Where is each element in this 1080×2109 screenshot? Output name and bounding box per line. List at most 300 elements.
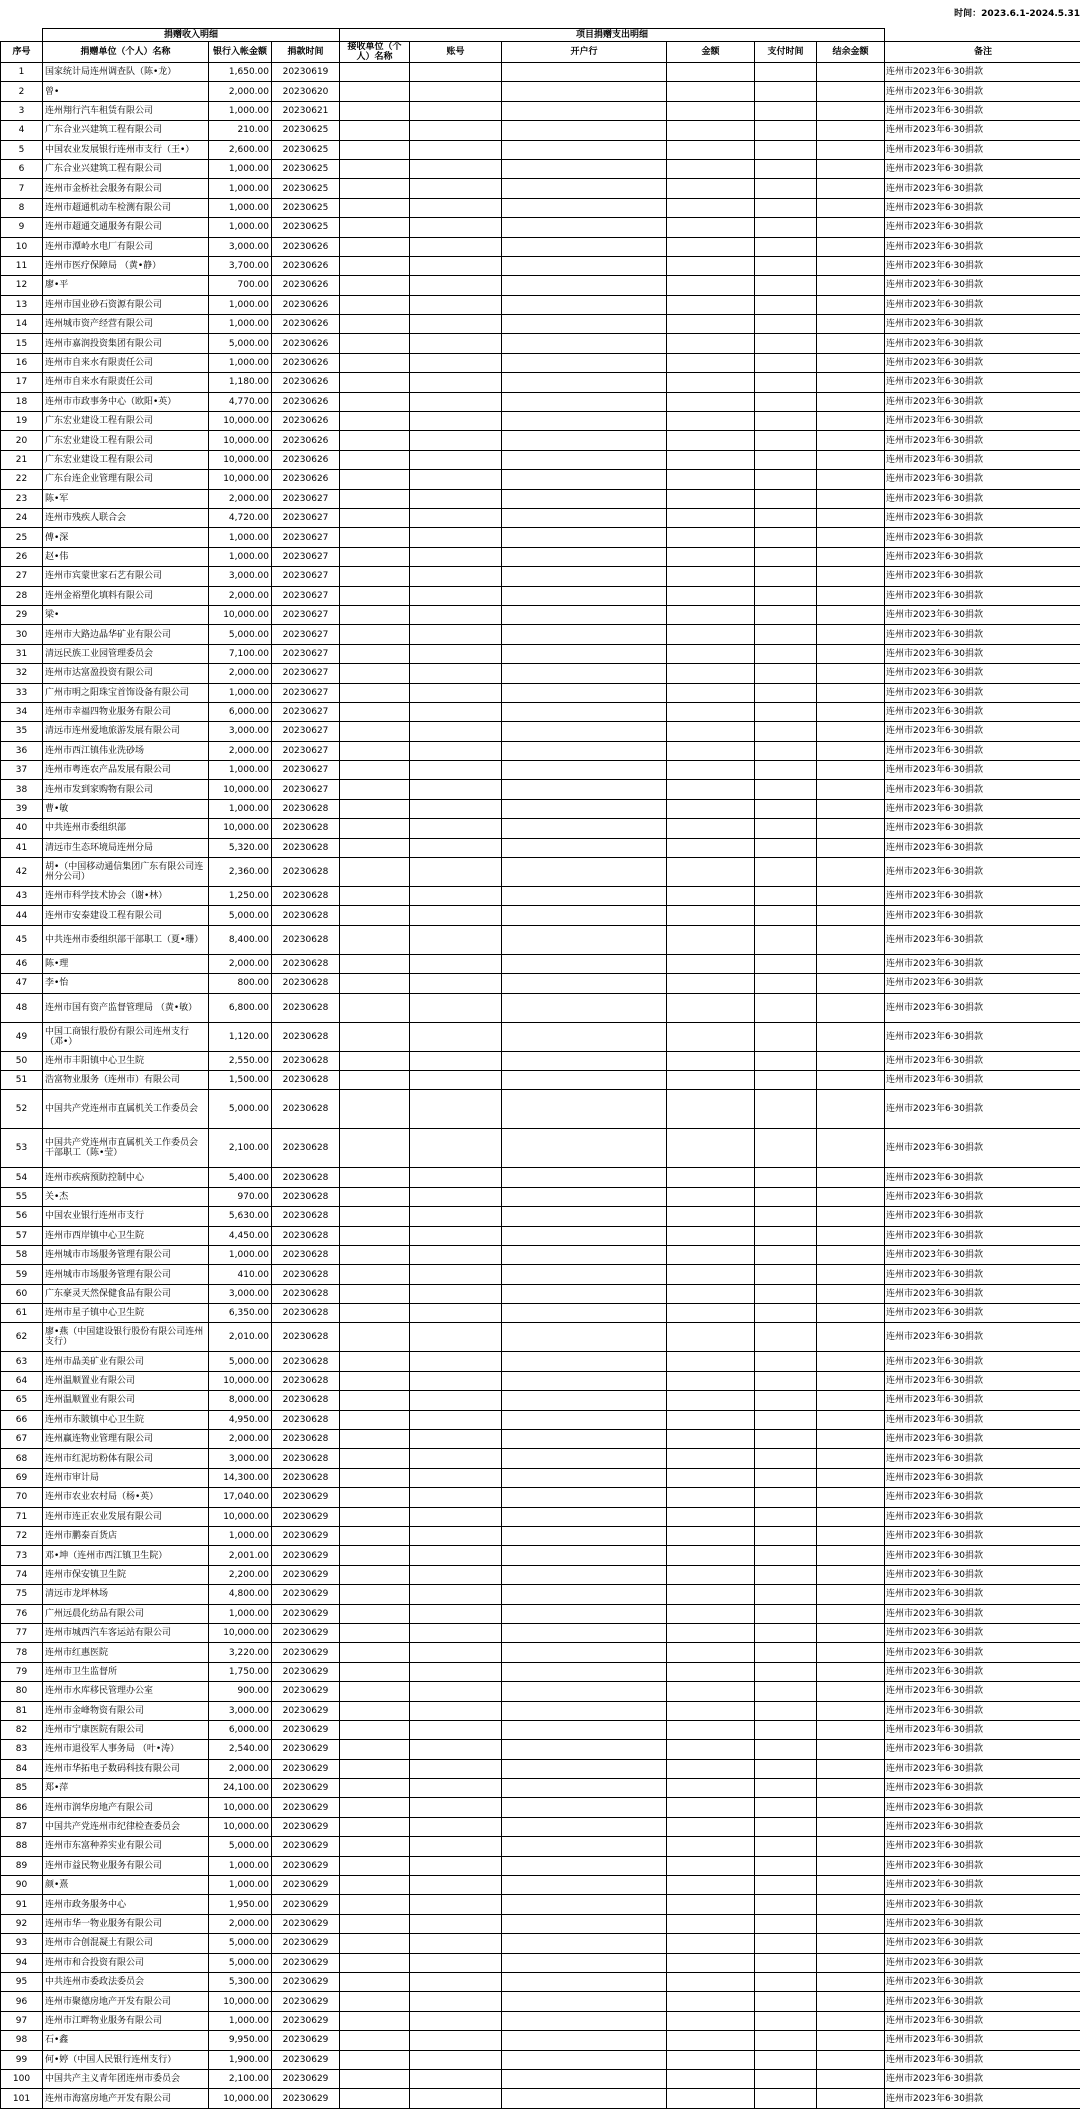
cell-pay-time <box>755 1798 817 1817</box>
cell-donor: 连州赢连物业管理有限公司 <box>43 1430 209 1449</box>
cell-donor: 关•杰 <box>43 1187 209 1206</box>
column-header-row <box>1 42 1080 63</box>
cell-receiver <box>340 315 410 334</box>
table-row <box>1 1992 1080 2011</box>
cell-pay-time <box>755 1682 817 1701</box>
cell-note: 连州市2023年6·30捐款 <box>885 508 1080 527</box>
cell-donor: 连州市海富房地产开发有限公司 <box>43 2089 209 2108</box>
cell-seq: 46 <box>1 954 43 973</box>
cell-bank-amount: 2,000.00 <box>209 82 272 101</box>
cell-receiver <box>340 1284 410 1303</box>
cell-bank <box>502 1051 667 1070</box>
col-header-donate-time: 捐款时间 <box>272 42 340 63</box>
cell-pay-time <box>755 702 817 721</box>
cell-balance <box>817 1070 885 1089</box>
table-row <box>1 1817 1080 1836</box>
cell-amount <box>667 334 755 353</box>
cell-pay-time <box>755 528 817 547</box>
cell-amount <box>667 1430 755 1449</box>
cell-receiver <box>340 101 410 120</box>
cell-pay-time <box>755 140 817 159</box>
table-row <box>1 1798 1080 1817</box>
cell-seq: 18 <box>1 392 43 411</box>
cell-donor: 浩富物业服务（连州市）有限公司 <box>43 1070 209 1089</box>
cell-account <box>410 256 502 275</box>
cell-seq: 23 <box>1 489 43 508</box>
cell-balance <box>817 82 885 101</box>
cell-bank <box>502 644 667 663</box>
cell-receiver <box>340 508 410 527</box>
cell-note: 连州市2023年6·30捐款 <box>885 82 1080 101</box>
cell-bank <box>502 1323 667 1352</box>
cell-seq: 74 <box>1 1565 43 1584</box>
cell-bank <box>502 1856 667 1875</box>
table-row <box>1 1623 1080 1642</box>
cell-account <box>410 954 502 973</box>
cell-note: 连州市2023年6·30捐款 <box>885 1284 1080 1303</box>
cell-seq: 19 <box>1 412 43 431</box>
cell-bank <box>502 1972 667 1991</box>
cell-amount <box>667 1410 755 1429</box>
cell-bank <box>502 1527 667 1546</box>
cell-donor: 广东合业兴建筑工程有限公司 <box>43 121 209 140</box>
cell-note: 连州市2023年6·30捐款 <box>885 1245 1080 1264</box>
cell-donate-time: 20230629 <box>272 1507 340 1526</box>
cell-donate-time: 20230629 <box>272 2011 340 2030</box>
cell-seq: 86 <box>1 1798 43 1817</box>
cell-amount <box>667 179 755 198</box>
cell-balance <box>817 702 885 721</box>
group-header-blank-right <box>885 29 1080 42</box>
cell-balance <box>817 1265 885 1284</box>
cell-balance <box>817 1720 885 1739</box>
table-row <box>1 1070 1080 1089</box>
cell-bank <box>502 528 667 547</box>
cell-note: 连州市2023年6·30捐款 <box>885 159 1080 178</box>
table-row <box>1 256 1080 275</box>
cell-balance <box>817 664 885 683</box>
cell-donate-time: 20230626 <box>272 295 340 314</box>
cell-pay-time <box>755 295 817 314</box>
cell-bank-amount: 210.00 <box>209 121 272 140</box>
cell-receiver <box>340 1701 410 1720</box>
cell-receiver <box>340 819 410 838</box>
cell-donor: 中共连州市委组织部 <box>43 819 209 838</box>
cell-account <box>410 101 502 120</box>
cell-amount <box>667 121 755 140</box>
cell-bank-amount: 6,000.00 <box>209 1720 272 1739</box>
cell-bank-amount: 800.00 <box>209 974 272 993</box>
cell-pay-time <box>755 1876 817 1895</box>
cell-receiver <box>340 470 410 489</box>
cell-donate-time: 20230628 <box>272 1129 340 1168</box>
cell-amount <box>667 1779 755 1798</box>
cell-donate-time: 20230629 <box>272 2031 340 2050</box>
cell-balance <box>817 1837 885 1856</box>
cell-donor: 清远市龙坪林场 <box>43 1585 209 1604</box>
cell-account <box>410 1837 502 1856</box>
cell-receiver <box>340 1430 410 1449</box>
cell-pay-time <box>755 412 817 431</box>
cell-account <box>410 1207 502 1226</box>
cell-donate-time: 20230626 <box>272 373 340 392</box>
cell-account <box>410 373 502 392</box>
cell-balance <box>817 256 885 275</box>
cell-amount <box>667 683 755 702</box>
cell-bank <box>502 1604 667 1623</box>
cell-donor: 连州金裕塑化填料有限公司 <box>43 586 209 605</box>
cell-pay-time <box>755 63 817 82</box>
cell-seq: 84 <box>1 1759 43 1778</box>
cell-bank <box>502 2089 667 2108</box>
cell-pay-time <box>755 1070 817 1089</box>
cell-account <box>410 1304 502 1323</box>
cell-seq: 93 <box>1 1934 43 1953</box>
cell-account <box>410 1798 502 1817</box>
cell-note: 连州市2023年6·30捐款 <box>885 237 1080 256</box>
cell-bank <box>502 1207 667 1226</box>
cell-donate-time: 20230628 <box>272 1245 340 1264</box>
cell-pay-time <box>755 159 817 178</box>
cell-bank-amount: 10,000.00 <box>209 780 272 799</box>
cell-balance <box>817 1643 885 1662</box>
cell-balance <box>817 1449 885 1468</box>
cell-donate-time: 20230629 <box>272 1720 340 1739</box>
table-row <box>1 1701 1080 1720</box>
cell-donate-time: 20230629 <box>272 1817 340 1836</box>
cell-note: 连州市2023年6·30捐款 <box>885 218 1080 237</box>
table-row <box>1 2089 1080 2108</box>
cell-donor: 傅•深 <box>43 528 209 547</box>
cell-bank <box>502 858 667 887</box>
cell-bank-amount: 2,000.00 <box>209 489 272 508</box>
table-row <box>1 508 1080 527</box>
cell-receiver <box>340 1168 410 1187</box>
cell-receiver <box>340 373 410 392</box>
cell-note: 连州市2023年6·30捐款 <box>885 625 1080 644</box>
cell-receiver <box>340 1488 410 1507</box>
cell-receiver <box>340 1187 410 1206</box>
cell-donate-time: 20230628 <box>272 1371 340 1390</box>
cell-seq: 90 <box>1 1876 43 1895</box>
cell-bank-amount: 3,000.00 <box>209 1284 272 1303</box>
cell-amount <box>667 1623 755 1642</box>
cell-receiver <box>340 276 410 295</box>
cell-balance <box>817 1759 885 1778</box>
table-row <box>1 1391 1080 1410</box>
table-row <box>1 1207 1080 1226</box>
cell-seq: 77 <box>1 1623 43 1642</box>
group-header-expense: 项目捐赠支出明细 <box>340 29 885 42</box>
cell-balance <box>817 1546 885 1565</box>
cell-bank-amount: 1,000.00 <box>209 353 272 372</box>
cell-receiver <box>340 780 410 799</box>
cell-seq: 28 <box>1 586 43 605</box>
cell-receiver <box>340 1090 410 1129</box>
cell-seq: 15 <box>1 334 43 353</box>
cell-balance <box>817 1992 885 2011</box>
cell-donate-time: 20230628 <box>272 993 340 1022</box>
cell-bank <box>502 412 667 431</box>
cell-donate-time: 20230628 <box>272 1090 340 1129</box>
cell-donate-time: 20230628 <box>272 887 340 906</box>
cell-seq: 80 <box>1 1682 43 1701</box>
cell-bank-amount: 2,000.00 <box>209 741 272 760</box>
cell-bank <box>502 450 667 469</box>
cell-donate-time: 20230627 <box>272 644 340 663</box>
cell-receiver <box>340 431 410 450</box>
cell-receiver <box>340 256 410 275</box>
cell-bank-amount: 1,000.00 <box>209 761 272 780</box>
cell-balance <box>817 1779 885 1798</box>
cell-seq: 41 <box>1 838 43 857</box>
cell-pay-time <box>755 644 817 663</box>
cell-bank <box>502 799 667 818</box>
cell-balance <box>817 1856 885 1875</box>
cell-receiver <box>340 1323 410 1352</box>
cell-amount <box>667 1323 755 1352</box>
cell-donate-time: 20230627 <box>272 625 340 644</box>
cell-bank-amount: 970.00 <box>209 1187 272 1206</box>
cell-pay-time <box>755 237 817 256</box>
cell-bank-amount: 5,000.00 <box>209 1352 272 1371</box>
cell-account <box>410 353 502 372</box>
cell-amount <box>667 159 755 178</box>
cell-pay-time <box>755 605 817 624</box>
col-header-note: 备注 <box>885 42 1080 63</box>
cell-note: 连州市2023年6·30捐款 <box>885 1992 1080 2011</box>
cell-bank <box>502 1226 667 1245</box>
cell-bank-amount: 3,000.00 <box>209 1449 272 1468</box>
cell-note: 连州市2023年6·30捐款 <box>885 1662 1080 1681</box>
table-row <box>1 470 1080 489</box>
cell-amount <box>667 761 755 780</box>
cell-balance <box>817 1817 885 1836</box>
cell-amount <box>667 2050 755 2069</box>
cell-donate-time: 20230628 <box>272 1304 340 1323</box>
cell-receiver <box>340 1468 410 1487</box>
cell-seq: 55 <box>1 1187 43 1206</box>
cell-balance <box>817 2050 885 2069</box>
cell-bank-amount: 5,300.00 <box>209 1972 272 1991</box>
cell-seq: 98 <box>1 2031 43 2050</box>
cell-pay-time <box>755 1371 817 1390</box>
cell-note: 连州市2023年6·30捐款 <box>885 1643 1080 1662</box>
cell-account <box>410 2011 502 2030</box>
cell-amount <box>667 1856 755 1875</box>
cell-pay-time <box>755 819 817 838</box>
cell-account <box>410 1643 502 1662</box>
cell-pay-time <box>755 1488 817 1507</box>
cell-bank <box>502 1837 667 1856</box>
cell-seq: 89 <box>1 1856 43 1875</box>
cell-donate-time: 20230629 <box>272 1527 340 1546</box>
cell-amount <box>667 528 755 547</box>
cell-donate-time: 20230625 <box>272 159 340 178</box>
cell-donate-time: 20230629 <box>272 1914 340 1933</box>
cell-donate-time: 20230629 <box>272 1934 340 1953</box>
cell-donor: 连州市江畔物业服务有限公司 <box>43 2011 209 2030</box>
cell-bank-amount: 10,000.00 <box>209 2089 272 2108</box>
cell-bank-amount: 2,200.00 <box>209 1565 272 1584</box>
cell-donate-time: 20230629 <box>272 1643 340 1662</box>
cell-receiver <box>340 1546 410 1565</box>
cell-bank <box>502 1022 667 1051</box>
cell-bank-amount: 2,000.00 <box>209 954 272 973</box>
cell-bank <box>502 198 667 217</box>
cell-donate-time: 20230626 <box>272 353 340 372</box>
cell-bank <box>502 1352 667 1371</box>
cell-account <box>410 1507 502 1526</box>
cell-seq: 34 <box>1 702 43 721</box>
table-row <box>1 276 1080 295</box>
cell-account <box>410 741 502 760</box>
cell-bank <box>502 586 667 605</box>
cell-seq: 95 <box>1 1972 43 1991</box>
cell-pay-time <box>755 925 817 954</box>
table-row <box>1 954 1080 973</box>
cell-donor: 连州市连正农业发展有限公司 <box>43 1507 209 1526</box>
cell-pay-time <box>755 198 817 217</box>
cell-note: 连州市2023年6·30捐款 <box>885 373 1080 392</box>
cell-balance <box>817 1226 885 1245</box>
table-row <box>1 2011 1080 2030</box>
cell-account <box>410 179 502 198</box>
cell-balance <box>817 334 885 353</box>
table-row <box>1 722 1080 741</box>
cell-amount <box>667 392 755 411</box>
cell-note: 连州市2023年6·30捐款 <box>885 1914 1080 1933</box>
cell-receiver <box>340 392 410 411</box>
cell-donate-time: 20230628 <box>272 819 340 838</box>
cell-note: 连州市2023年6·30捐款 <box>885 1856 1080 1875</box>
table-row <box>1 1565 1080 1584</box>
cell-note: 连州市2023年6·30捐款 <box>885 1720 1080 1739</box>
cell-seq: 8 <box>1 198 43 217</box>
cell-pay-time <box>755 1953 817 1972</box>
cell-donate-time: 20230627 <box>272 741 340 760</box>
cell-seq: 65 <box>1 1391 43 1410</box>
cell-amount <box>667 838 755 857</box>
cell-balance <box>817 412 885 431</box>
cell-seq: 30 <box>1 625 43 644</box>
cell-amount <box>667 431 755 450</box>
cell-account <box>410 993 502 1022</box>
cell-bank <box>502 1798 667 1817</box>
cell-amount <box>667 1265 755 1284</box>
cell-seq: 16 <box>1 353 43 372</box>
cell-pay-time <box>755 179 817 198</box>
cell-amount <box>667 82 755 101</box>
table-row <box>1 1779 1080 1798</box>
cell-bank-amount: 2,000.00 <box>209 1914 272 1933</box>
cell-amount <box>667 1090 755 1129</box>
cell-donor: 连州市西江镇伟业洗砂场 <box>43 741 209 760</box>
cell-donor: 广州远晨化纺品有限公司 <box>43 1604 209 1623</box>
cell-note: 连州市2023年6·30捐款 <box>885 2050 1080 2069</box>
cell-amount <box>667 1245 755 1264</box>
cell-receiver <box>340 1371 410 1390</box>
cell-account <box>410 1265 502 1284</box>
cell-pay-time <box>755 489 817 508</box>
cell-amount <box>667 1391 755 1410</box>
cell-amount <box>667 412 755 431</box>
cell-bank <box>502 683 667 702</box>
cell-bank-amount: 1,000.00 <box>209 198 272 217</box>
cell-account <box>410 1323 502 1352</box>
cell-bank-amount: 2,000.00 <box>209 1430 272 1449</box>
cell-donate-time: 20230629 <box>272 2069 340 2088</box>
cell-donor: 陈•军 <box>43 489 209 508</box>
cell-bank <box>502 625 667 644</box>
cell-note: 连州市2023年6·30捐款 <box>885 1323 1080 1352</box>
cell-donor: 连州市西岸镇中心卫生院 <box>43 1226 209 1245</box>
cell-donate-time: 20230629 <box>272 1488 340 1507</box>
cell-note: 连州市2023年6·30捐款 <box>885 1129 1080 1168</box>
cell-bank-amount: 3,220.00 <box>209 1643 272 1662</box>
cell-seq: 66 <box>1 1410 43 1429</box>
cell-note: 连州市2023年6·30捐款 <box>885 906 1080 925</box>
cell-receiver <box>340 683 410 702</box>
cell-donor: 连州市国有资产监督管理局 （黄•敏） <box>43 993 209 1022</box>
cell-donate-time: 20230626 <box>272 256 340 275</box>
cell-donate-time: 20230625 <box>272 140 340 159</box>
cell-note: 连州市2023年6·30捐款 <box>885 334 1080 353</box>
cell-seq: 45 <box>1 925 43 954</box>
cell-donor: 连州市宾蒙世家石艺有限公司 <box>43 567 209 586</box>
cell-note: 连州市2023年6·30捐款 <box>885 741 1080 760</box>
cell-account <box>410 1468 502 1487</box>
cell-note: 连州市2023年6·30捐款 <box>885 2011 1080 2030</box>
cell-note: 连州市2023年6·30捐款 <box>885 1070 1080 1089</box>
cell-receiver <box>340 1914 410 1933</box>
cell-note: 连州市2023年6·30捐款 <box>885 605 1080 624</box>
cell-seq: 24 <box>1 508 43 527</box>
cell-pay-time <box>755 625 817 644</box>
cell-donate-time: 20230628 <box>272 1187 340 1206</box>
cell-bank-amount: 1,000.00 <box>209 1876 272 1895</box>
cell-note: 连州市2023年6·30捐款 <box>885 2069 1080 2088</box>
cell-seq: 53 <box>1 1129 43 1168</box>
table-row <box>1 799 1080 818</box>
cell-account <box>410 528 502 547</box>
cell-donor: 连州城市资产经营有限公司 <box>43 315 209 334</box>
cell-account <box>410 2031 502 2050</box>
table-row <box>1 1507 1080 1526</box>
cell-note: 连州市2023年6·30捐款 <box>885 780 1080 799</box>
cell-donate-time: 20230628 <box>272 1265 340 1284</box>
cell-balance <box>817 528 885 547</box>
cell-seq: 22 <box>1 470 43 489</box>
table-row <box>1 625 1080 644</box>
cell-note: 连州市2023年6·30捐款 <box>885 1468 1080 1487</box>
table-row <box>1 412 1080 431</box>
cell-donor: 连州市润华房地产有限公司 <box>43 1798 209 1817</box>
cell-donor: 连州市益民物业服务有限公司 <box>43 1856 209 1875</box>
cell-note: 连州市2023年6·30捐款 <box>885 295 1080 314</box>
cell-donate-time: 20230629 <box>272 1623 340 1642</box>
cell-bank <box>502 1187 667 1206</box>
cell-balance <box>817 470 885 489</box>
cell-bank <box>502 722 667 741</box>
cell-bank <box>502 1168 667 1187</box>
cell-seq: 57 <box>1 1226 43 1245</box>
cell-bank <box>502 567 667 586</box>
cell-donate-time: 20230627 <box>272 528 340 547</box>
cell-account <box>410 1371 502 1390</box>
cell-pay-time <box>755 508 817 527</box>
cell-seq: 14 <box>1 315 43 334</box>
